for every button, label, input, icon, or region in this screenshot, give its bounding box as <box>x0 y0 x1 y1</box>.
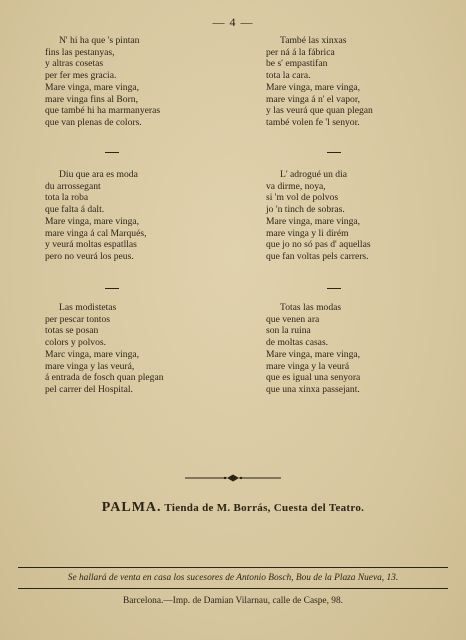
verse-line: per fer mes gracia. <box>45 70 117 82</box>
stanza-separator <box>327 152 341 153</box>
verse-line: si 'm vol de polvos <box>266 192 339 204</box>
verse-line: que falta á dalt. <box>45 204 105 216</box>
verse-line: que també hi ha marmanyeras <box>45 105 161 117</box>
verse-line: Marc vinga, mare vinga, <box>45 348 140 360</box>
verse-line: Mare vinga, mare vinga, <box>45 215 140 227</box>
verse-line: que fan voltas pels carrers. <box>266 250 369 262</box>
verse-line: de moltas casas. <box>266 337 329 349</box>
verse-line: fins las pestanyas, <box>45 46 115 58</box>
verse-line: y veurá moltas espatllas <box>45 239 137 251</box>
stanza-separator <box>105 152 119 153</box>
verse-line: per ná á la fábrica <box>266 46 335 58</box>
verse-line: per pescar tontos <box>45 313 111 325</box>
verse-line: L' adrogué un dia <box>280 169 347 180</box>
verse-line: du arrossegant <box>45 180 101 192</box>
verse-line: que van plenas de colors. <box>45 116 142 128</box>
verse-line: mare vinga fins al Born, <box>45 93 138 105</box>
verse-line: totas se posan <box>45 325 99 337</box>
verse-line: y las veurá que quan plegan <box>266 105 373 117</box>
verse-line: y altras cosetas <box>45 58 104 70</box>
printer-line: Barcelona.—Imp. de Damian Vilarnau, calle de Caspe, 98. <box>122 596 344 606</box>
verse-line: be s' empastifan <box>266 58 328 70</box>
verse-line: mare vinga y la veurá <box>266 360 350 372</box>
verse-line: mare vinga á n' el vapor, <box>266 93 361 105</box>
imprint-place: PALMA. <box>101 500 162 515</box>
verse-line: jo 'n tinch de sobras. <box>266 204 345 216</box>
verse-line: á entrada de fosch quan plegan <box>45 372 164 384</box>
stanza-5 <box>45 302 245 396</box>
verse-line: Diu que ara es moda <box>59 169 138 180</box>
verse-line: que jo no só pas d' aquellas <box>266 239 371 251</box>
verse-line: que es igual una senyora <box>266 372 361 384</box>
verse-line: Mare vinga, mare vinga, <box>45 81 140 93</box>
stanza-4 <box>266 169 466 263</box>
verse-line: colors y polvos. <box>45 337 107 349</box>
verse-line: va dirme, noya, <box>266 180 326 192</box>
verse-line: son la ruina <box>266 325 311 337</box>
verse-line: pero no veurá los peus. <box>45 250 134 262</box>
verse-line: també volen fe 'l senyor. <box>266 116 360 128</box>
bottom-rule <box>18 588 448 589</box>
verse-line: Totas las modas <box>280 302 342 313</box>
sale-note: Se hallará de venta en casa los sucesores de Antonio Bosch, Bou de la Plaza Nueva, 13. <box>67 573 399 583</box>
verse-line: tota la cara. <box>266 70 311 82</box>
verse-line: que una xinxa passejant. <box>266 383 360 395</box>
imprint-line <box>0 500 466 516</box>
verse-line: pel carrer del Hospital. <box>45 383 133 395</box>
stanza-1 <box>45 35 245 129</box>
verse-line: Las modistetas <box>59 302 117 313</box>
stanza-3 <box>45 169 245 263</box>
verse-line: N' hi ha que 's pintan <box>59 35 140 46</box>
stanza-separator <box>327 288 341 289</box>
page-number: — 4 — <box>212 15 254 29</box>
stanza-separator <box>105 288 119 289</box>
ornament-rule <box>185 474 281 482</box>
verse-line: També las xinxas <box>280 35 347 46</box>
stanza-2 <box>266 35 466 129</box>
stanza-6 <box>266 302 466 396</box>
verse-line: tota la roba <box>45 192 89 204</box>
verse-line: mare vinga y las veurá, <box>45 360 135 372</box>
verse-line: Mare vinga, mare vinga, <box>266 81 361 93</box>
verse-line: Mare vinga, mare vinga, <box>266 215 361 227</box>
verse-line: Mare vinga, mare vinga, <box>266 348 361 360</box>
imprint-shop: Tienda de M. Borrás, Cuesta del Teatro. <box>164 502 365 514</box>
verse-line: mare vinga y li dirém <box>266 227 349 239</box>
top-rule <box>18 567 448 568</box>
verse-line: mare vinga á cal Marqués, <box>45 227 147 239</box>
verse-line: que venen ara <box>266 313 320 325</box>
